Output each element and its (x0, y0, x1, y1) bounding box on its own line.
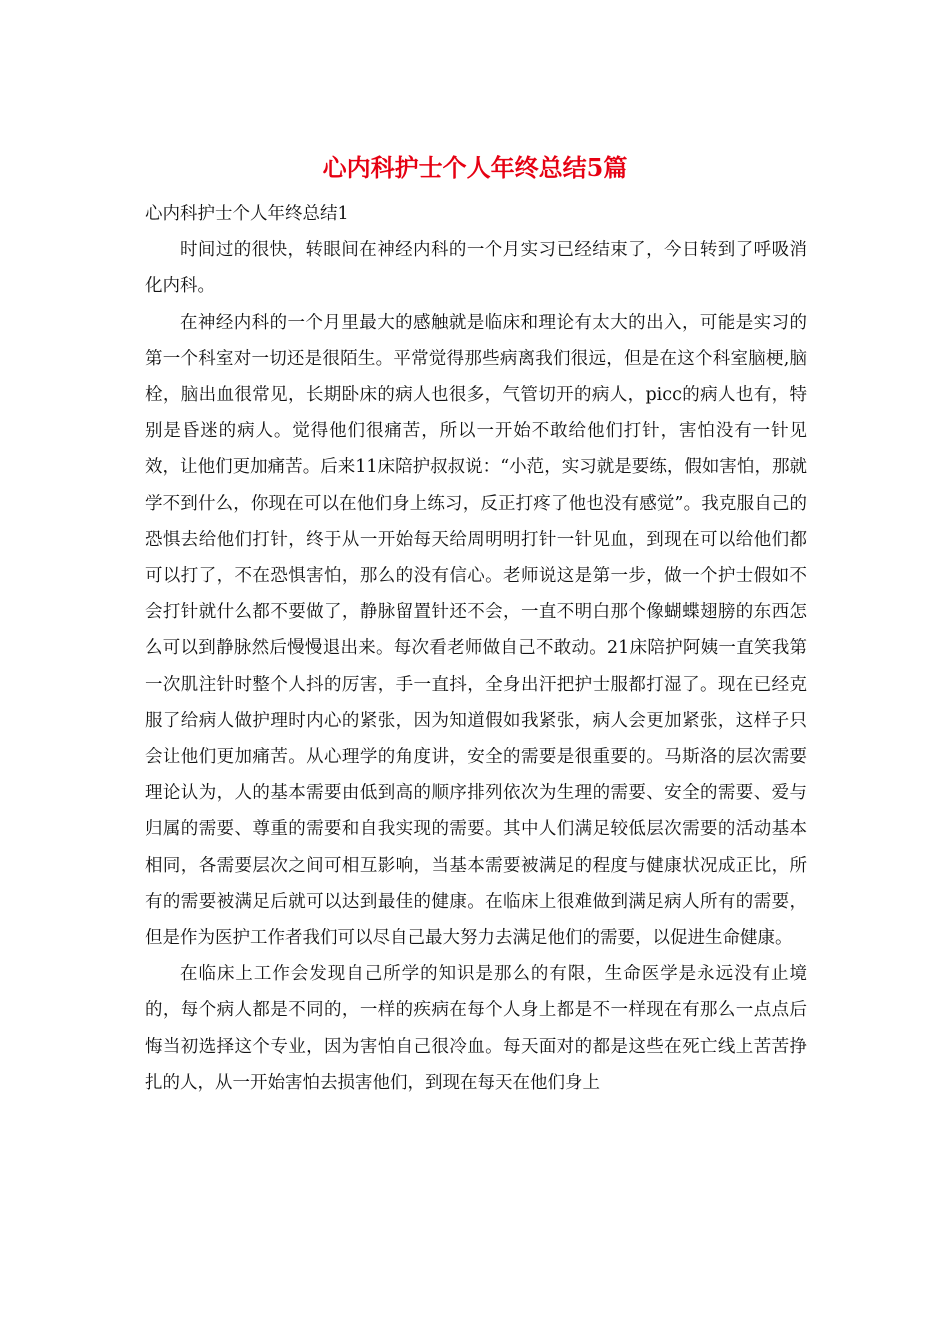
body-paragraph-1: 时间过的很快，转眼间在神经内科的一个月实习已经结束了，今日转到了呼吸消化内科。 (145, 240, 807, 297)
body-paragraph-2: 在神经内科的一个月里最大的感触就是临床和理论有太大的出入，可能是实习的第一个科室对一切还是很陌生。平常觉得那些病离我们很远，但是在这个科室脑梗,脑栓，脑出血很常见，长期卧床的病人也很多，气管切开的病人，picc的病人也有，特别是昏迷的病人。觉得他们很痛苦，所以一开始不敢给他们打针，害怕没有一针见效，让他们更加痛苦。后来11床陪护叔叔说：“小范，实习就是要练，假如害怕，那就学不到什么，你现在可以在他们身上练习，反正打疼了他也没有感觉”。我克服自己的恐惧去给他们打针，终于从一开始每天给周明明打针一针见血，到现在可以给他们都可以打了，不在恐惧害怕，那么的没有信心。老师说这是第一步，做一个护士假如不会打针就什么都不要做了，静脉留置针还不会，一直不明白那个像蝴蝶翅膀的东西怎么可以到静脉然后慢慢退出来。每次看老师做自己不敢动。21床陪护阿姨一直笑我第一次肌注针时整个人抖的厉害，手一直抖，全身出汗把护士服都打湿了。现在已经克服了给病人做护理时内心的紧张，因为知道假如我紧张，病人会更加紧张，这样子只会让他们更加痛苦。从心理学的角度讲，安全的需要是很重要的。马斯洛的层次需要理论认为，人的基本需要由低到高的顺序排列依次为生理的需要、安全的需要、爱与归属的需要、尊重的需要和自我实现的需要。其中人们满足较低层次需要的活动基本相同，各需要层次之间可相互影响，当基本需要被满足的程度与健康状况成正比，所有的需要被满足后就可以达到最佳的健康。在临床上很难做到满足病人所有的需要，但是作为医护工作者我们可以尽自己最大努力去满足他们的需要，以促进生命健康。 (145, 312, 807, 949)
document-title: 心内科护士个人年终总结5篇 (322, 153, 628, 182)
body-paragraph-3: 在临床上工作会发现自己所学的知识是那么的有限，生命医学是永远没有止境的，每个病人都是不同的，一样的疾病在每个人身上都是不一样现在有那么一点点后悔当初选择这个专业，因为害怕自己很冷血。每天面对的都是这些在死亡线上苦苦挣扎的人，从一开始害怕去损害他们，到现在每天在他们身上 (145, 964, 807, 1093)
section-heading: 心内科护士个人年终总结1 (145, 204, 349, 224)
document-body (145, 196, 807, 1101)
